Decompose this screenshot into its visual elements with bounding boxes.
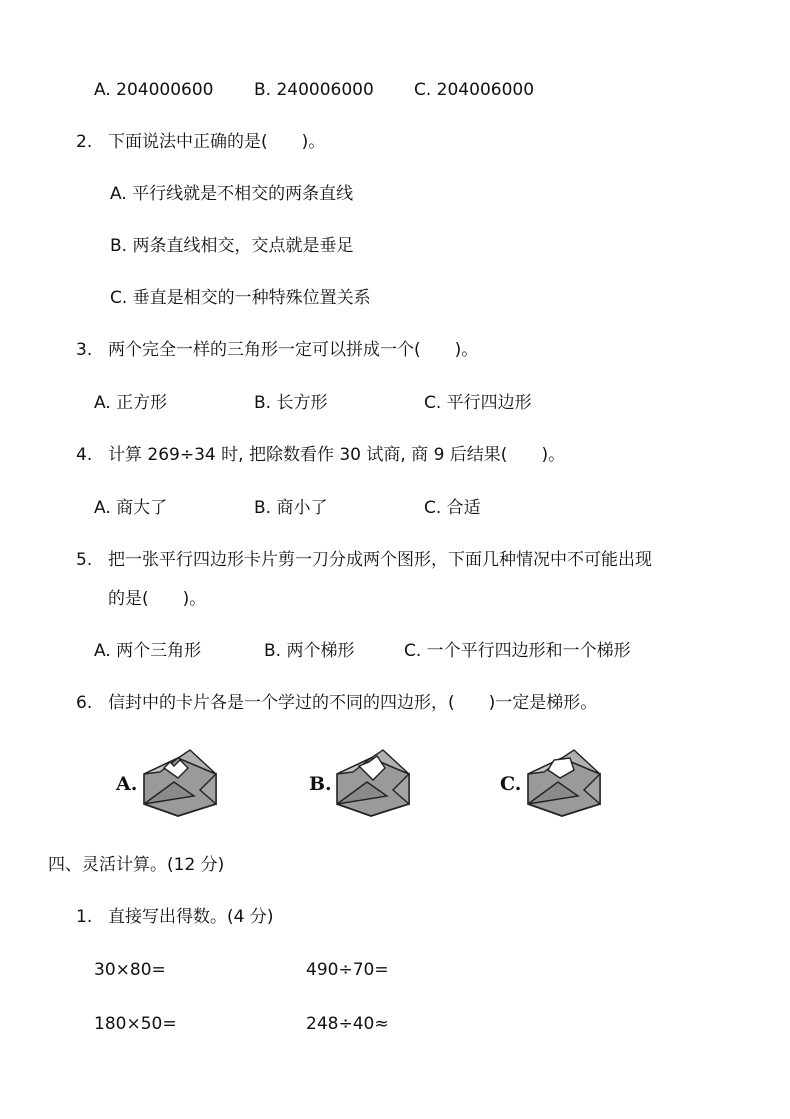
question-2-text: 下面说法中正确的是( )。 [108, 132, 326, 152]
question-6-number: 6. [76, 693, 93, 713]
q4-option-b: B. 商小了 [254, 498, 328, 518]
q4-option-a: A. 商大了 [94, 498, 168, 518]
question-3-number: 3. [76, 340, 93, 360]
question-5-number: 5. [76, 550, 93, 570]
section-4-sub-1-number: 1. [76, 907, 93, 927]
section-4-sub-1-text: 直接写出得数。(4 分) [108, 907, 274, 927]
q6-option-c-label: C. [500, 773, 522, 795]
question-6 [76, 692, 597, 714]
q5-option-b: B. 两个梯形 [264, 641, 355, 661]
envelope-icon [524, 744, 604, 820]
question-3-text: 两个完全一样的三角形一定可以拼成一个( )。 [108, 340, 479, 360]
q3-option-c: C. 平行四边形 [424, 393, 532, 413]
calc-item: 248÷40≈ [306, 1014, 389, 1034]
calc-item: 180×50= [94, 1014, 177, 1034]
question-2 [76, 131, 325, 153]
q1-option-c: C. 204006000 [414, 80, 535, 100]
question-2-number: 2. [76, 132, 93, 152]
calc-item: 490÷70= [306, 960, 389, 980]
envelope-icon [333, 744, 413, 820]
question-3 [76, 339, 478, 361]
q5-option-c: C. 一个平行四边形和一个梯形 [404, 641, 631, 661]
q6-option-b-label: B. [309, 773, 332, 795]
question-4 [76, 444, 565, 466]
section-4-sub-1 [76, 906, 273, 928]
q2-option-c: C. 垂直是相交的一种特殊位置关系 [110, 288, 371, 308]
q5-option-a: A. 两个三角形 [94, 641, 202, 661]
question-6-text: 信封中的卡片各是一个学过的不同的四边形，( )一定是梯形。 [108, 693, 598, 713]
q3-option-a: A. 正方形 [94, 393, 168, 413]
question-4-text: 计算 269÷34 时, 把除数看作 30 试商, 商 9 后结果( )。 [108, 445, 566, 465]
q2-option-b: B. 两条直线相交，交点就是垂足 [110, 236, 354, 256]
section-4-title: 四、灵活计算。(12 分) [48, 855, 225, 875]
calc-item: 30×80= [94, 960, 166, 980]
question-5 [76, 549, 652, 571]
question-5-text-line2: 的是( )。 [108, 589, 207, 609]
q6-option-a-label: A. [116, 773, 138, 795]
question-4-number: 4. [76, 445, 93, 465]
question-5-text-line1: 把一张平行四边形卡片剪一刀分成两个图形，下面几种情况中不可能出现 [108, 550, 652, 570]
q1-option-a: A. 204000600 [94, 80, 214, 100]
q2-option-a: A. 平行线就是不相交的两条直线 [110, 184, 354, 204]
envelope-icon [140, 744, 220, 820]
q1-option-b: B. 240006000 [254, 80, 374, 100]
q3-option-b: B. 长方形 [254, 393, 328, 413]
q4-option-c: C. 合适 [424, 498, 481, 518]
